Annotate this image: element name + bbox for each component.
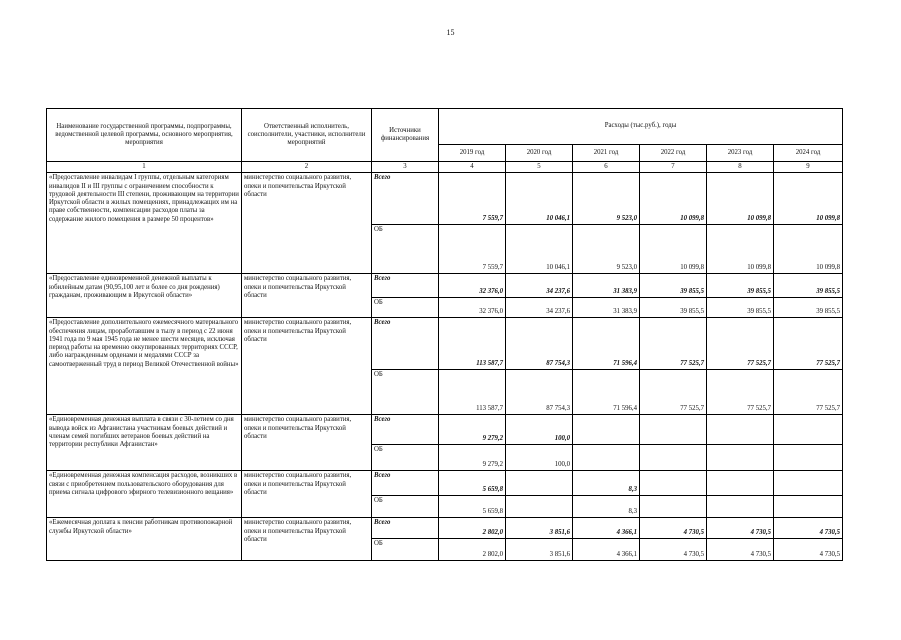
ob-value bbox=[506, 496, 573, 518]
source-total-label: Всего bbox=[372, 318, 439, 370]
measure-name: «Предоставление дополнительного ежемесячного материального обеспечения лицам, проработавшим в тылу в период с 22 июня 1941 года по 9 мая 1945 года не менее шести месяцев, исключая период работы на временно оккупированных территориях СССР, либо награжденным орденами и медалями СССР за самоотверженный труд в период Великой Отечественной войны» bbox=[47, 318, 242, 415]
header-source-column: Источники финансирования bbox=[372, 109, 439, 162]
column-number: 3 bbox=[372, 162, 439, 173]
ob-value: 100,0 bbox=[506, 445, 573, 471]
ob-value: 10 099,8 bbox=[640, 225, 707, 274]
total-value bbox=[774, 471, 843, 496]
executor: министерство социального развития, опеки и попечительства Иркутской области bbox=[242, 415, 372, 471]
total-value: 4 730,5 bbox=[640, 518, 707, 539]
ob-value: 7 559,7 bbox=[439, 225, 506, 274]
column-number: 1 bbox=[47, 162, 242, 173]
executor: министерство социального развития, опеки и попечительства Иркутской области bbox=[242, 318, 372, 415]
column-numbers-row bbox=[47, 162, 843, 173]
source-ob-label: ОБ bbox=[372, 298, 439, 318]
column-number: 9 bbox=[774, 162, 843, 173]
total-value: 10 046,1 bbox=[506, 173, 573, 225]
total-value: 34 237,6 bbox=[506, 274, 573, 298]
total-value: 32 376,0 bbox=[439, 274, 506, 298]
ob-value: 5 659,8 bbox=[439, 496, 506, 518]
source-total-label: Всего bbox=[372, 471, 439, 496]
table-row-total bbox=[47, 415, 843, 445]
total-value bbox=[707, 415, 774, 445]
source-ob-label: ОБ bbox=[372, 445, 439, 471]
ob-value: 87 754,3 bbox=[506, 370, 573, 415]
table-row-total bbox=[47, 318, 843, 370]
ob-value bbox=[640, 496, 707, 518]
source-total-label: Всего bbox=[372, 415, 439, 445]
ob-value: 4 730,5 bbox=[707, 539, 774, 561]
total-value bbox=[506, 471, 573, 496]
ob-value: 4 730,5 bbox=[774, 539, 843, 561]
total-value: 4 730,5 bbox=[707, 518, 774, 539]
source-total-label: Всего bbox=[372, 274, 439, 298]
total-value: 39 855,5 bbox=[640, 274, 707, 298]
column-number: 5 bbox=[506, 162, 573, 173]
table-row-total bbox=[47, 471, 843, 496]
ob-value: 4 730,5 bbox=[640, 539, 707, 561]
ob-value: 113 587,7 bbox=[439, 370, 506, 415]
total-value: 4 730,5 bbox=[774, 518, 843, 539]
ob-value bbox=[774, 496, 843, 518]
ob-value: 31 383,9 bbox=[573, 298, 640, 318]
ob-value: 77 525,7 bbox=[640, 370, 707, 415]
executor: министерство социального развития, опеки и попечительства Иркутской области bbox=[242, 173, 372, 274]
ob-value: 77 525,7 bbox=[774, 370, 843, 415]
total-value: 10 099,8 bbox=[774, 173, 843, 225]
ob-value: 9 523,0 bbox=[573, 225, 640, 274]
header-expenses: Расходы (тыс.руб.), годы bbox=[439, 109, 843, 145]
table-row-total bbox=[47, 274, 843, 298]
total-value: 10 099,8 bbox=[640, 173, 707, 225]
ob-value: 10 099,8 bbox=[707, 225, 774, 274]
ob-value: 10 046,1 bbox=[506, 225, 573, 274]
total-value bbox=[707, 471, 774, 496]
ob-value: 71 596,4 bbox=[573, 370, 640, 415]
header-year: 2021 год bbox=[573, 145, 640, 162]
measure-name: «Предоставление единовременной денежной выплаты к юбилейным датам (90,95,100 лет и более со дня рождения) гражданам, проживающим в Иркутской области» bbox=[47, 274, 242, 318]
column-number: 8 bbox=[707, 162, 774, 173]
ob-value: 39 855,5 bbox=[707, 298, 774, 318]
ob-value: 2 802,0 bbox=[439, 539, 506, 561]
total-value: 5 659,8 bbox=[439, 471, 506, 496]
total-value: 77 525,7 bbox=[707, 318, 774, 370]
table-header bbox=[47, 109, 843, 173]
total-value: 77 525,7 bbox=[774, 318, 843, 370]
ob-value: 4 366,1 bbox=[573, 539, 640, 561]
header-year: 2020 год bbox=[506, 145, 573, 162]
ob-value: 39 855,5 bbox=[640, 298, 707, 318]
total-value: 39 855,5 bbox=[707, 274, 774, 298]
header-year: 2023 год bbox=[707, 145, 774, 162]
total-value: 2 802,0 bbox=[439, 518, 506, 539]
total-value bbox=[640, 415, 707, 445]
ob-value: 77 525,7 bbox=[707, 370, 774, 415]
total-value: 77 525,7 bbox=[640, 318, 707, 370]
header-name-column: Наименование государственной программы, подпрограммы, ведомственной целевой программы, основного мероприятия, мероприятия bbox=[47, 109, 242, 162]
total-value bbox=[640, 471, 707, 496]
ob-value: 9 279,2 bbox=[439, 445, 506, 471]
column-number: 2 bbox=[242, 162, 372, 173]
measure-name: «Единовременная денежная выплата в связи с 30-летием со дня вывода войск из Афганистана участникам боевых действий и членам семей погибших ветеранов боевых действий на территории республики Афганистан» bbox=[47, 415, 242, 471]
total-value: 3 851,6 bbox=[506, 518, 573, 539]
budget-table bbox=[46, 108, 843, 561]
total-value: 39 855,5 bbox=[774, 274, 843, 298]
header-year: 2022 год bbox=[640, 145, 707, 162]
header-executor-column: Ответственный исполнитель, соисполнители, участники, исполнители мероприятий bbox=[242, 109, 372, 162]
total-value: 10 099,8 bbox=[707, 173, 774, 225]
source-ob-label: ОБ bbox=[372, 539, 439, 561]
ob-value bbox=[774, 445, 843, 471]
table-row-total bbox=[47, 173, 843, 225]
page-number: 15 bbox=[446, 28, 455, 37]
ob-value: 3 851,6 bbox=[506, 539, 573, 561]
measure-name: «Предоставление инвалидам I группы, отдельным категориям инвалидов II и III группы с ограничением способности к трудовой деятельности III степени, проживающим на территории Иркутской области в жилых помещениях, принадлежащих им на праве собственности, компенсации расходов платы за содержание жилого помещения в размере 50 процентов» bbox=[47, 173, 242, 274]
total-value: 9 523,0 bbox=[573, 173, 640, 225]
ob-value: 34 237,6 bbox=[506, 298, 573, 318]
total-value bbox=[573, 415, 640, 445]
total-value: 87 754,3 bbox=[506, 318, 573, 370]
column-number: 7 bbox=[640, 162, 707, 173]
header-year: 2024 год bbox=[774, 145, 843, 162]
total-value bbox=[774, 415, 843, 445]
total-value: 9 279,2 bbox=[439, 415, 506, 445]
executor: министерство социального развития, опеки и попечительства Иркутской области bbox=[242, 471, 372, 518]
ob-value bbox=[573, 445, 640, 471]
ob-value bbox=[707, 496, 774, 518]
ob-value bbox=[640, 445, 707, 471]
total-value: 100,0 bbox=[506, 415, 573, 445]
source-total-label: Всего bbox=[372, 518, 439, 539]
executor: министерство социального развития, опеки и попечительства Иркутской области bbox=[242, 274, 372, 318]
measure-name: «Единовременная денежная компенсация расходов, возникших в связи с приобретением пользовательского оборудования для приема сигнала цифрового эфирного телевизионного вещания» bbox=[47, 471, 242, 518]
ob-value: 10 099,8 bbox=[774, 225, 843, 274]
source-ob-label: ОБ bbox=[372, 225, 439, 274]
table-body bbox=[47, 173, 843, 561]
source-ob-label: ОБ bbox=[372, 496, 439, 518]
column-number: 4 bbox=[439, 162, 506, 173]
ob-value: 39 855,5 bbox=[774, 298, 843, 318]
ob-value: 32 376,0 bbox=[439, 298, 506, 318]
table-row-total bbox=[47, 518, 843, 539]
source-ob-label: ОБ bbox=[372, 370, 439, 415]
column-number: 6 bbox=[573, 162, 640, 173]
source-total-label: Всего bbox=[372, 173, 439, 225]
total-value: 113 587,7 bbox=[439, 318, 506, 370]
total-value: 31 383,9 bbox=[573, 274, 640, 298]
header-year: 2019 год bbox=[439, 145, 506, 162]
ob-value: 8,3 bbox=[573, 496, 640, 518]
total-value: 8,3 bbox=[573, 471, 640, 496]
measure-name: «Ежемесячная доплата к пенсии работникам противопожарной службы Иркутской области» bbox=[47, 518, 242, 561]
total-value: 7 559,7 bbox=[439, 173, 506, 225]
total-value: 71 596,4 bbox=[573, 318, 640, 370]
ob-value bbox=[707, 445, 774, 471]
executor: министерство социального развития, опеки и попечительства Иркутской области bbox=[242, 518, 372, 561]
total-value: 4 366,1 bbox=[573, 518, 640, 539]
